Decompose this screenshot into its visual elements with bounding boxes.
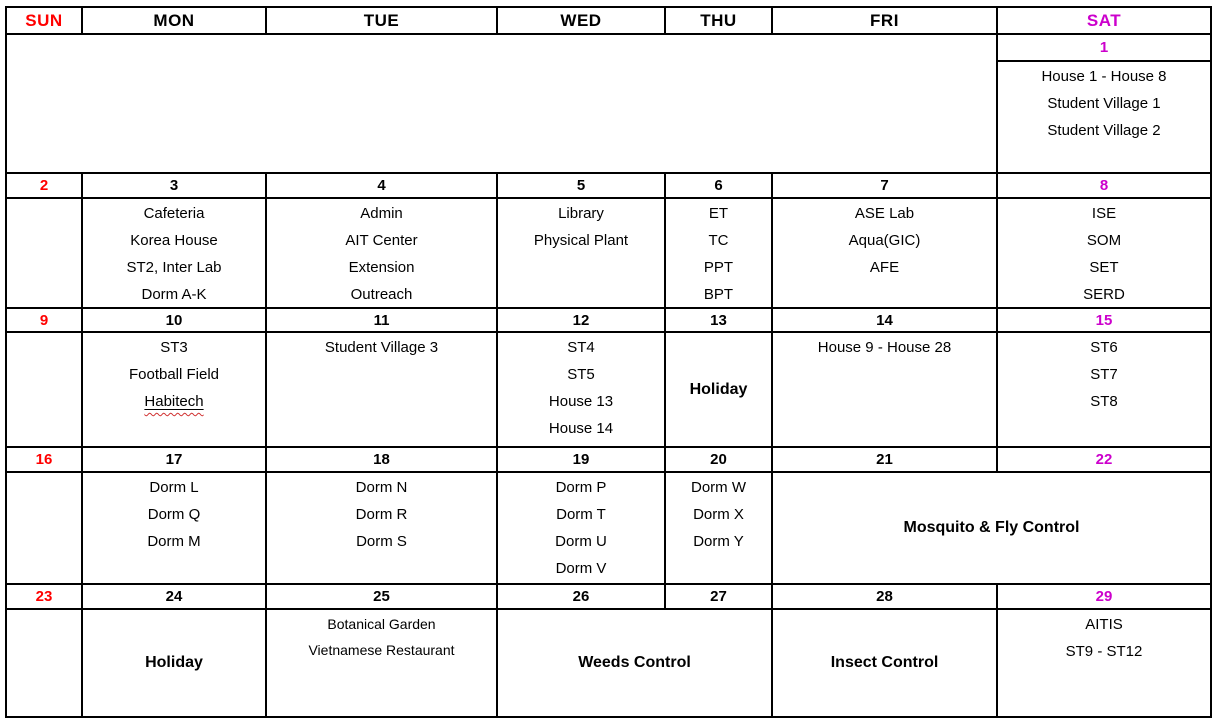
- cell-insect-control: Insect Control: [773, 610, 996, 716]
- event-label: ST6: [1090, 339, 1118, 356]
- day-cell-18: [267, 473, 496, 583]
- event-label: Student Village 1: [1047, 95, 1161, 112]
- event-label: House 14: [548, 420, 614, 437]
- event-label: Football Field: [128, 366, 220, 383]
- event-label: Aqua(GIC): [848, 232, 921, 249]
- day-header-wed: WED: [498, 8, 664, 33]
- event-label: ISE: [1091, 205, 1117, 222]
- event-label: House 9 - House 28: [817, 339, 952, 356]
- day-cell-14: [773, 333, 996, 446]
- date-15: 15: [998, 309, 1210, 331]
- date-25: 25: [267, 585, 496, 608]
- day-cell-15: [998, 333, 1210, 446]
- event-label: Vietnamese Restaurant: [308, 642, 455, 658]
- event-label: Botanical Garden: [327, 616, 436, 632]
- event-label: ST3: [160, 339, 188, 356]
- date-19: 19: [498, 448, 664, 471]
- event-label: ST9 - ST12: [1065, 643, 1143, 660]
- date-12: 12: [498, 309, 664, 331]
- event-label: Cafeteria: [143, 205, 205, 222]
- day-cell-12: [498, 333, 664, 446]
- sunday-empty-cell: [7, 333, 81, 446]
- event-label: Dorm P: [555, 479, 607, 496]
- date-17: 17: [83, 448, 265, 471]
- date-23: 23: [7, 585, 81, 608]
- event-label: Korea House: [130, 232, 218, 249]
- date-26: 26: [498, 585, 664, 608]
- day-cell-1: [998, 62, 1210, 172]
- day-cell-7: [773, 199, 996, 307]
- date-21: 21: [773, 448, 996, 471]
- event-label: AIT Center: [345, 232, 418, 249]
- day-header-tue: TUE: [267, 8, 496, 33]
- day-header-mon: MON: [83, 8, 265, 33]
- date-9: 9: [7, 309, 81, 331]
- event-label: House 1 - House 8: [1041, 68, 1167, 85]
- event-label: Physical Plant: [533, 232, 629, 249]
- date-4: 4: [267, 174, 496, 197]
- week1-empty-block: [7, 35, 996, 172]
- date-6: 6: [666, 174, 771, 197]
- sunday-empty-cell: [7, 199, 81, 307]
- event-label: Dorm R: [355, 506, 408, 523]
- date-20: 20: [666, 448, 771, 471]
- event-label: Admin: [360, 205, 403, 222]
- event-label: SOM: [1086, 232, 1122, 249]
- day-header-fri: FRI: [773, 8, 996, 33]
- date-24: 24: [83, 585, 265, 608]
- date-27: 27: [666, 585, 771, 608]
- day-cell-17: [83, 473, 265, 583]
- event-label: Library: [558, 205, 604, 222]
- event-label: Extension: [348, 259, 415, 276]
- event-label: Dorm M: [147, 533, 201, 550]
- cell-mosquito-fly-control: Mosquito & Fly Control: [773, 473, 1210, 583]
- date-11: 11: [267, 309, 496, 331]
- day-header-thu: THU: [666, 8, 771, 33]
- day-cell-10: [83, 333, 265, 446]
- day-cell-11: [267, 333, 496, 446]
- event-label: Dorm X: [693, 506, 744, 523]
- event-label: Outreach: [350, 286, 413, 303]
- date-5: 5: [498, 174, 664, 197]
- day-cell-4: [267, 199, 496, 307]
- day-cell-8: [998, 199, 1210, 307]
- day-cell-6: [666, 199, 771, 307]
- day-header-sun: SUN: [7, 8, 81, 33]
- event-label: Dorm L: [149, 479, 199, 496]
- event-label: AITIS: [1085, 616, 1123, 633]
- date-29: 29: [998, 585, 1210, 608]
- monthly-schedule-calendar: [5, 6, 1212, 718]
- sunday-empty-cell: [7, 610, 81, 716]
- date-16: 16: [7, 448, 81, 471]
- date-13: 13: [666, 309, 771, 331]
- date-3: 3: [83, 174, 265, 197]
- event-label: House 13: [548, 393, 614, 410]
- date-22: 22: [998, 448, 1210, 471]
- day-cell-3: [83, 199, 265, 307]
- event-label: SERD: [1083, 286, 1125, 303]
- date-8: 8: [998, 174, 1210, 197]
- day-header-sat: SAT: [998, 8, 1210, 33]
- day-cell-29: [998, 610, 1210, 716]
- day-cell-19: [498, 473, 664, 583]
- day-cell-24-holiday: Holiday: [83, 610, 265, 716]
- event-label: Dorm N: [355, 479, 408, 496]
- cell-weeds-control: Weeds Control: [498, 610, 771, 716]
- event-label: TC: [708, 232, 729, 249]
- event-label: AFE: [869, 259, 900, 276]
- event-label: Student Village 2: [1047, 122, 1161, 139]
- event-label: Dorm S: [356, 533, 407, 550]
- event-label-misspelled: Habitech: [144, 393, 204, 410]
- event-label: Dorm T: [556, 506, 606, 523]
- date-14: 14: [773, 309, 996, 331]
- date-1: 1: [998, 35, 1210, 60]
- event-label: ET: [708, 205, 729, 222]
- sunday-empty-cell: [7, 473, 81, 583]
- day-cell-13-holiday: Holiday: [666, 333, 771, 446]
- event-label: PPT: [703, 259, 734, 276]
- event-label: Dorm W: [691, 479, 746, 496]
- date-2: 2: [7, 174, 81, 197]
- event-label: ST8: [1090, 393, 1118, 410]
- event-label: ST2, Inter Lab: [126, 259, 222, 276]
- day-cell-25: [267, 610, 496, 716]
- event-label: Dorm Q: [147, 506, 201, 523]
- event-label: SET: [1089, 259, 1119, 276]
- day-cell-20: [666, 473, 771, 583]
- event-label: ST5: [567, 366, 595, 383]
- event-label: Dorm U: [555, 533, 607, 550]
- date-10: 10: [83, 309, 265, 331]
- event-label: ST4: [567, 339, 595, 356]
- event-label: Student Village 3: [324, 339, 439, 356]
- date-7: 7: [773, 174, 996, 197]
- event-label: Dorm Y: [693, 533, 744, 550]
- event-label: Dorm V: [555, 560, 607, 577]
- event-label: Dorm A-K: [141, 286, 207, 303]
- event-label: BPT: [703, 286, 734, 303]
- date-28: 28: [773, 585, 996, 608]
- day-cell-5: [498, 199, 664, 307]
- date-18: 18: [267, 448, 496, 471]
- event-label: ST7: [1090, 366, 1118, 383]
- event-label: ASE Lab: [854, 205, 915, 222]
